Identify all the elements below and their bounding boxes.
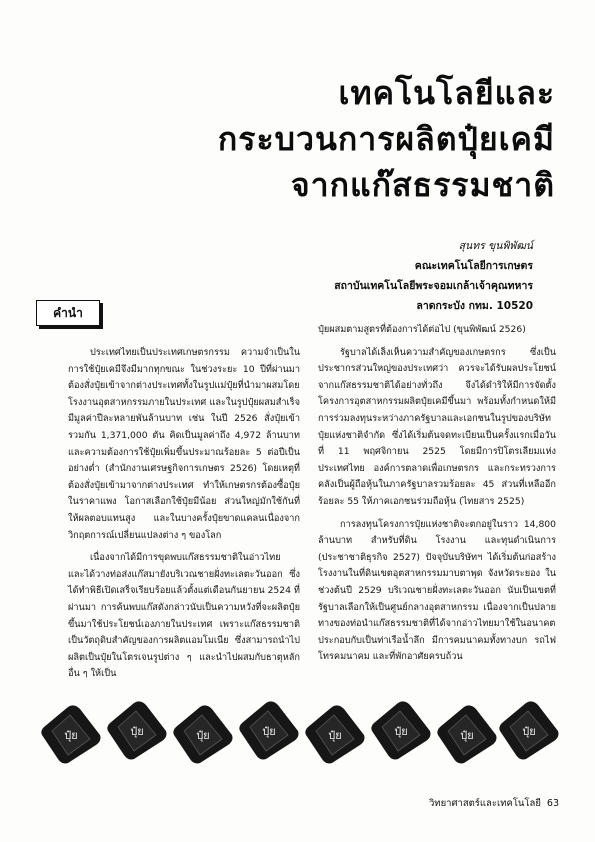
right-column — [318, 322, 556, 672]
title-line-2: กระบวนการผลิตปุ๋ยเคมี — [217, 120, 555, 158]
article-title — [115, 70, 555, 208]
bag-label: ปุ๋ย — [460, 729, 474, 742]
affiliation-address: ลาดกระบัง กทม. 10520 — [416, 300, 533, 312]
title-line-3: จากแก๊สธรรมชาติ — [290, 166, 555, 204]
fertilizer-bag-icon — [38, 701, 104, 767]
title-line-1: เทคโนโลยีและ — [338, 74, 555, 112]
fertilizer-bags-illustration — [38, 695, 563, 765]
paragraph: ประเทศไทยเป็นประเทศเกษตรกรรม ความจำเป็นในการใช้ปุ๋ยเคมีจึงมีมากทุกขณะ ในช่วงระยะ 10 ปีที่ผ่านมาต้องสั่งปุ๋ยเข้าจากต่างประเทศทั้งในรูปแม่ปุ๋ยที่นำมาผสมโดยโรงงานอุตสาหกรรมภายในประเทศ และในรูปปุ๋ยผสมสำเร็จมีมูลค่าปีละหลายพันล้านบาท เช่น ในปี 2526 สั่งปุ๋ยเข้ารวมกัน 1,371,000 ตัน คิดเป็นมูลค่าถึง 4,972 ล้านบาท และความต้องการใช้ปุ๋ยเพิ่มขึ้นประมาณร้อยละ 5 ต่อปีเป็นอย่างต่ำ (สำนักงานเศรษฐกิจการเกษตร 2526) โดยเหตุที่ต้องสั่งปุ๋ยเข้ามาจากต่างประเทศ ทำให้เกษตรกรต้องซื้อปุ๋ยในราคาแพง โอกาสเลือกใช้ปุ๋ยมีน้อย ส่วนใหญ่มักใช้กันที่ให้ผลตอบแทนสูง และในบางครั้งปุ๋ยขาดแคลนเนื่องจากวิกฤตการณ์เปลี่ยนแปลงต่าง ๆ ของโลก — [68, 347, 300, 541]
fertilizer-bag-icon — [236, 697, 302, 763]
paragraph: รัฐบาลได้เล็งเห็นความสำคัญของเกษตรกร ซึ่งเป็นประชากรส่วนใหญ่ของประเทศว่า ควรจะได้รับผลประโยชน์จากแก๊สธรรมชาติได้อย่างทั่วถึง จึงได้ดำริให้มีการจัดตั้งโครงการอุตสาหกรรมผลิตปุ๋ยเคมีขึ้นมา พร้อมทั้งกำหนดให้มีการร่วมลงทุนระหว่างภาครัฐบาลและเอกชนในรูปของบริษัทปุ๋ยแห่งชาติจำกัด ซึ่งได้เริ่มต้นจดทะเบียนเป็นครั้งแรกเมื่อวันที่ 11 พฤศจิกายน 2525 โดยมีการปิโตรเลียมแห่งประเทศไทย องค์การตลาดเพื่อเกษตรกร และกระทรวงการคลังเป็นผู้ถือหุ้นในภาครัฐบาลรวมร้อยละ 45 ส่วนที่เหลืออีกร้อยละ 55 ให้ภาคเอกชนร่วมถือหุ้น (ไทยสาร 2525) — [318, 346, 556, 507]
fertilizer-bag-icon — [434, 701, 500, 767]
paragraph: เนื่องจากได้มีการขุดพบแก๊สธรรมชาติในอ่าวไทย และได้วางท่อส่งแก๊สมายังบริเวณชายฝั่งทะเลตะวันออก ซึ่งได้ทำพิธีเปิดเสร็จเรียบร้อยแล้วตั้งแต่เดือนกันยายน 2524 ที่ผ่านมา การค้นพบแก๊สดังกล่าวนับเป็นความหวังที่จะผลิตปุ๋ยขึ้นมาใช้ประโยชน์เองภายในประเทศ เพราะแก๊สธรรมชาติเป็นวัตถุดิบสำคัญของการผลิตแอมโมเนีย ซึ่งสามารถนำไปผลิตเป็นปุ๋ยในโตรเจนรูปต่าง ๆ และนำไปผสมกับธาตุหลักอื่น ๆ ให้เป็น — [68, 552, 300, 680]
affiliation-institute: สถาบันเทคโนโลยีพระจอมเกล้าเจ้าคุณทหาร — [334, 280, 533, 292]
paragraph: การลงทุนโครงการปุ๋ยแห่งชาติจะตกอยู่ในราว 14,800 ล้านบาท สำหรับที่ดิน โรงงาน และทุนดำเนินการ (ประชาชาติธุรกิจ 2527) ปัจจุบันบริษัทฯ ได้เริ่มต้นก่อสร้างโรงงานในที่ดินเขตอุตสาหกรรมมาบตาพุด จังหวัดระยอง ในช่วงต้นปี 2529 บริเวณชายฝั่งทะเลตะวันออก นับเป็นเขตที่รัฐบาลเลือกให้เป็นศูนย์กลางอุตสาหกรรม เนื่องจากเป็นปลายทางของท่อนำแก๊สธรรมชาติที่ได้จากอ่าวไทยมาใช้ในอนาคต ประกอบกับเป็นท่าเรือน้ำลึก มีการคมนาคมทั้งทางบก รถไฟ โทรคมนาคม และที่พักอาศัยครบถ้วน — [318, 518, 556, 663]
bag-label: ปุ๋ย — [394, 725, 408, 738]
bag-label: ปุ๋ย — [64, 729, 78, 742]
fertilizer-bag-icon — [104, 697, 170, 763]
affiliation-faculty: คณะเทคโนโลยีการเกษตร — [414, 260, 533, 272]
section-heading-introduction: คำนำ — [36, 300, 100, 326]
journal-name: วิทยาศาสตร์และเทคโนโลยี — [428, 798, 541, 809]
fertilizer-bag-icon — [170, 701, 236, 767]
page-footer — [429, 796, 559, 811]
bag-label: ปุ๋ย — [196, 729, 210, 742]
author-name: สุนทร ขุนพิพัฒน์ — [458, 240, 533, 252]
fertilizer-bag-icon — [302, 701, 368, 767]
bag-label: ปุ๋ย — [262, 725, 276, 738]
left-column — [68, 345, 300, 689]
bag-label: ปุ๋ย — [328, 729, 342, 742]
bag-label: ปุ๋ย — [522, 725, 536, 738]
page-number: 63 — [546, 798, 559, 809]
fertilizer-bag-icon — [368, 697, 434, 763]
bag-label: ปุ๋ย — [130, 725, 144, 738]
byline — [273, 236, 533, 316]
fertilizer-bag-icon — [496, 697, 562, 763]
paragraph: ปุ๋ยผสมตามสูตรที่ต้องการได้ต่อไป (ขุนพิพัฒน์ 2526) — [318, 324, 526, 335]
